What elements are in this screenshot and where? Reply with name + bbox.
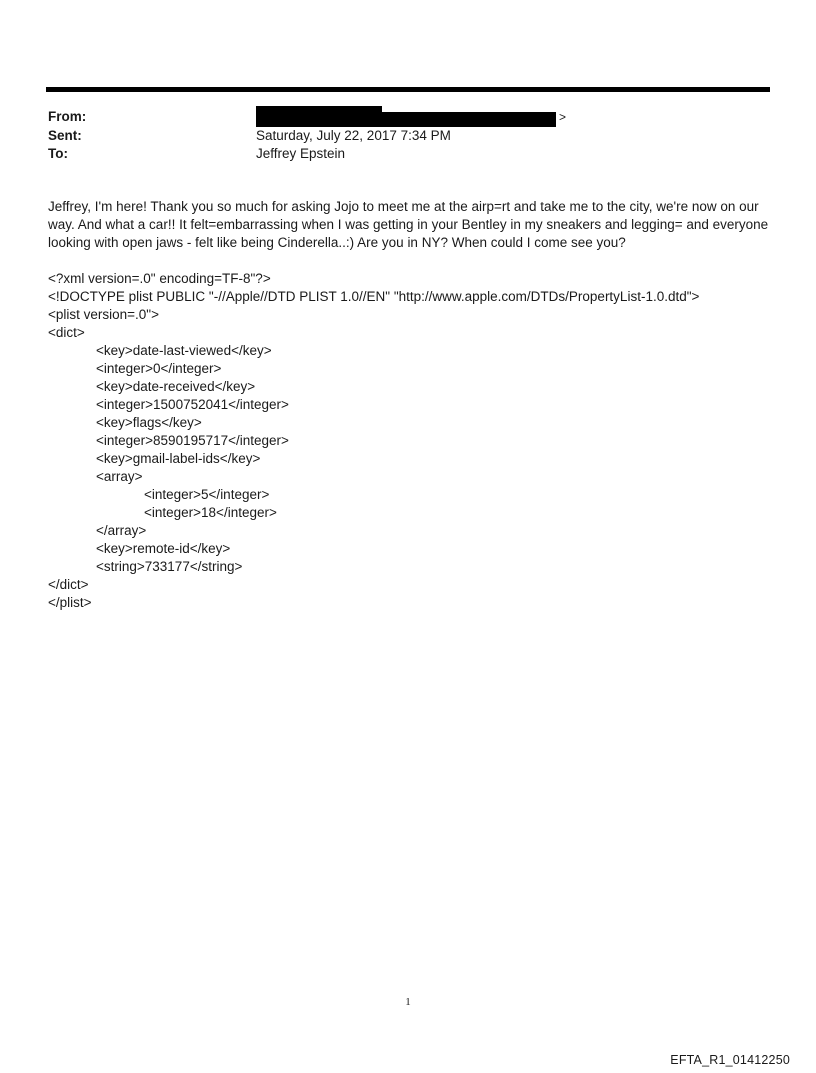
sent-row [48,127,768,146]
message-body: Jeffrey, I'm here! Thank you so much for asking Jojo to meet me at the airp=rt and take me to the city, we're now on our way. And what a car!! It felt=embarrassing when I was getting in your Bentley in my sneakers and legging= and everyone looking with open jaws - felt like being Cinderella..:) Are you in NY? When could I come see you? [48,199,769,250]
redaction-bar [256,112,556,127]
page-number: 1 [405,996,411,1008]
to-row [48,145,768,164]
plist-line: </dict> [48,577,89,592]
plist-line: <integer>1500752041</integer> [96,397,289,412]
plist-block [48,270,699,612]
plist-line: <key>date-received</key> [96,379,256,394]
plist-line: <integer>18</integer> [144,505,277,520]
to-label: To: [48,146,68,161]
plist-line: <key>flags</key> [96,415,202,430]
header-rule [46,87,770,92]
sent-label: Sent: [48,127,82,143]
plist-line: <key>remote-id</key> [96,541,231,556]
plist-line: <integer>5</integer> [144,487,270,502]
email-header [48,108,768,164]
plist-line: </plist> [48,595,92,610]
plist-line: <integer>0</integer> [96,361,222,376]
plist-line: <!DOCTYPE plist PUBLIC "-//Apple//DTD PLIST 1.0//EN" "http://www.apple.com/DTDs/PropertyList-1.0.dtd"> [48,289,700,304]
plist-line: <dict> [48,325,85,340]
plist-line: <integer>8590195717</integer> [96,433,289,448]
plist-line: <?xml version=.0" encoding=TF-8"?> [48,271,271,286]
plist-line: </array> [96,523,147,538]
from-row [48,108,768,127]
plist-line: <plist version=.0"> [48,307,159,322]
from-tail: > [559,110,567,124]
plist-line: <key>gmail-label-ids</key> [96,451,261,466]
plist-line: <string>733177</string> [96,559,243,574]
plist-line: <key>date-last-viewed</key> [96,343,272,358]
sent-value: Saturday, July 22, 2017 7:34 PM [256,127,451,143]
to-value: Jeffrey Epstein [256,146,346,161]
plist-line: <array> [96,469,143,484]
bates-number: EFTA_R1_01412250 [670,1053,790,1067]
from-label: From: [48,109,87,124]
